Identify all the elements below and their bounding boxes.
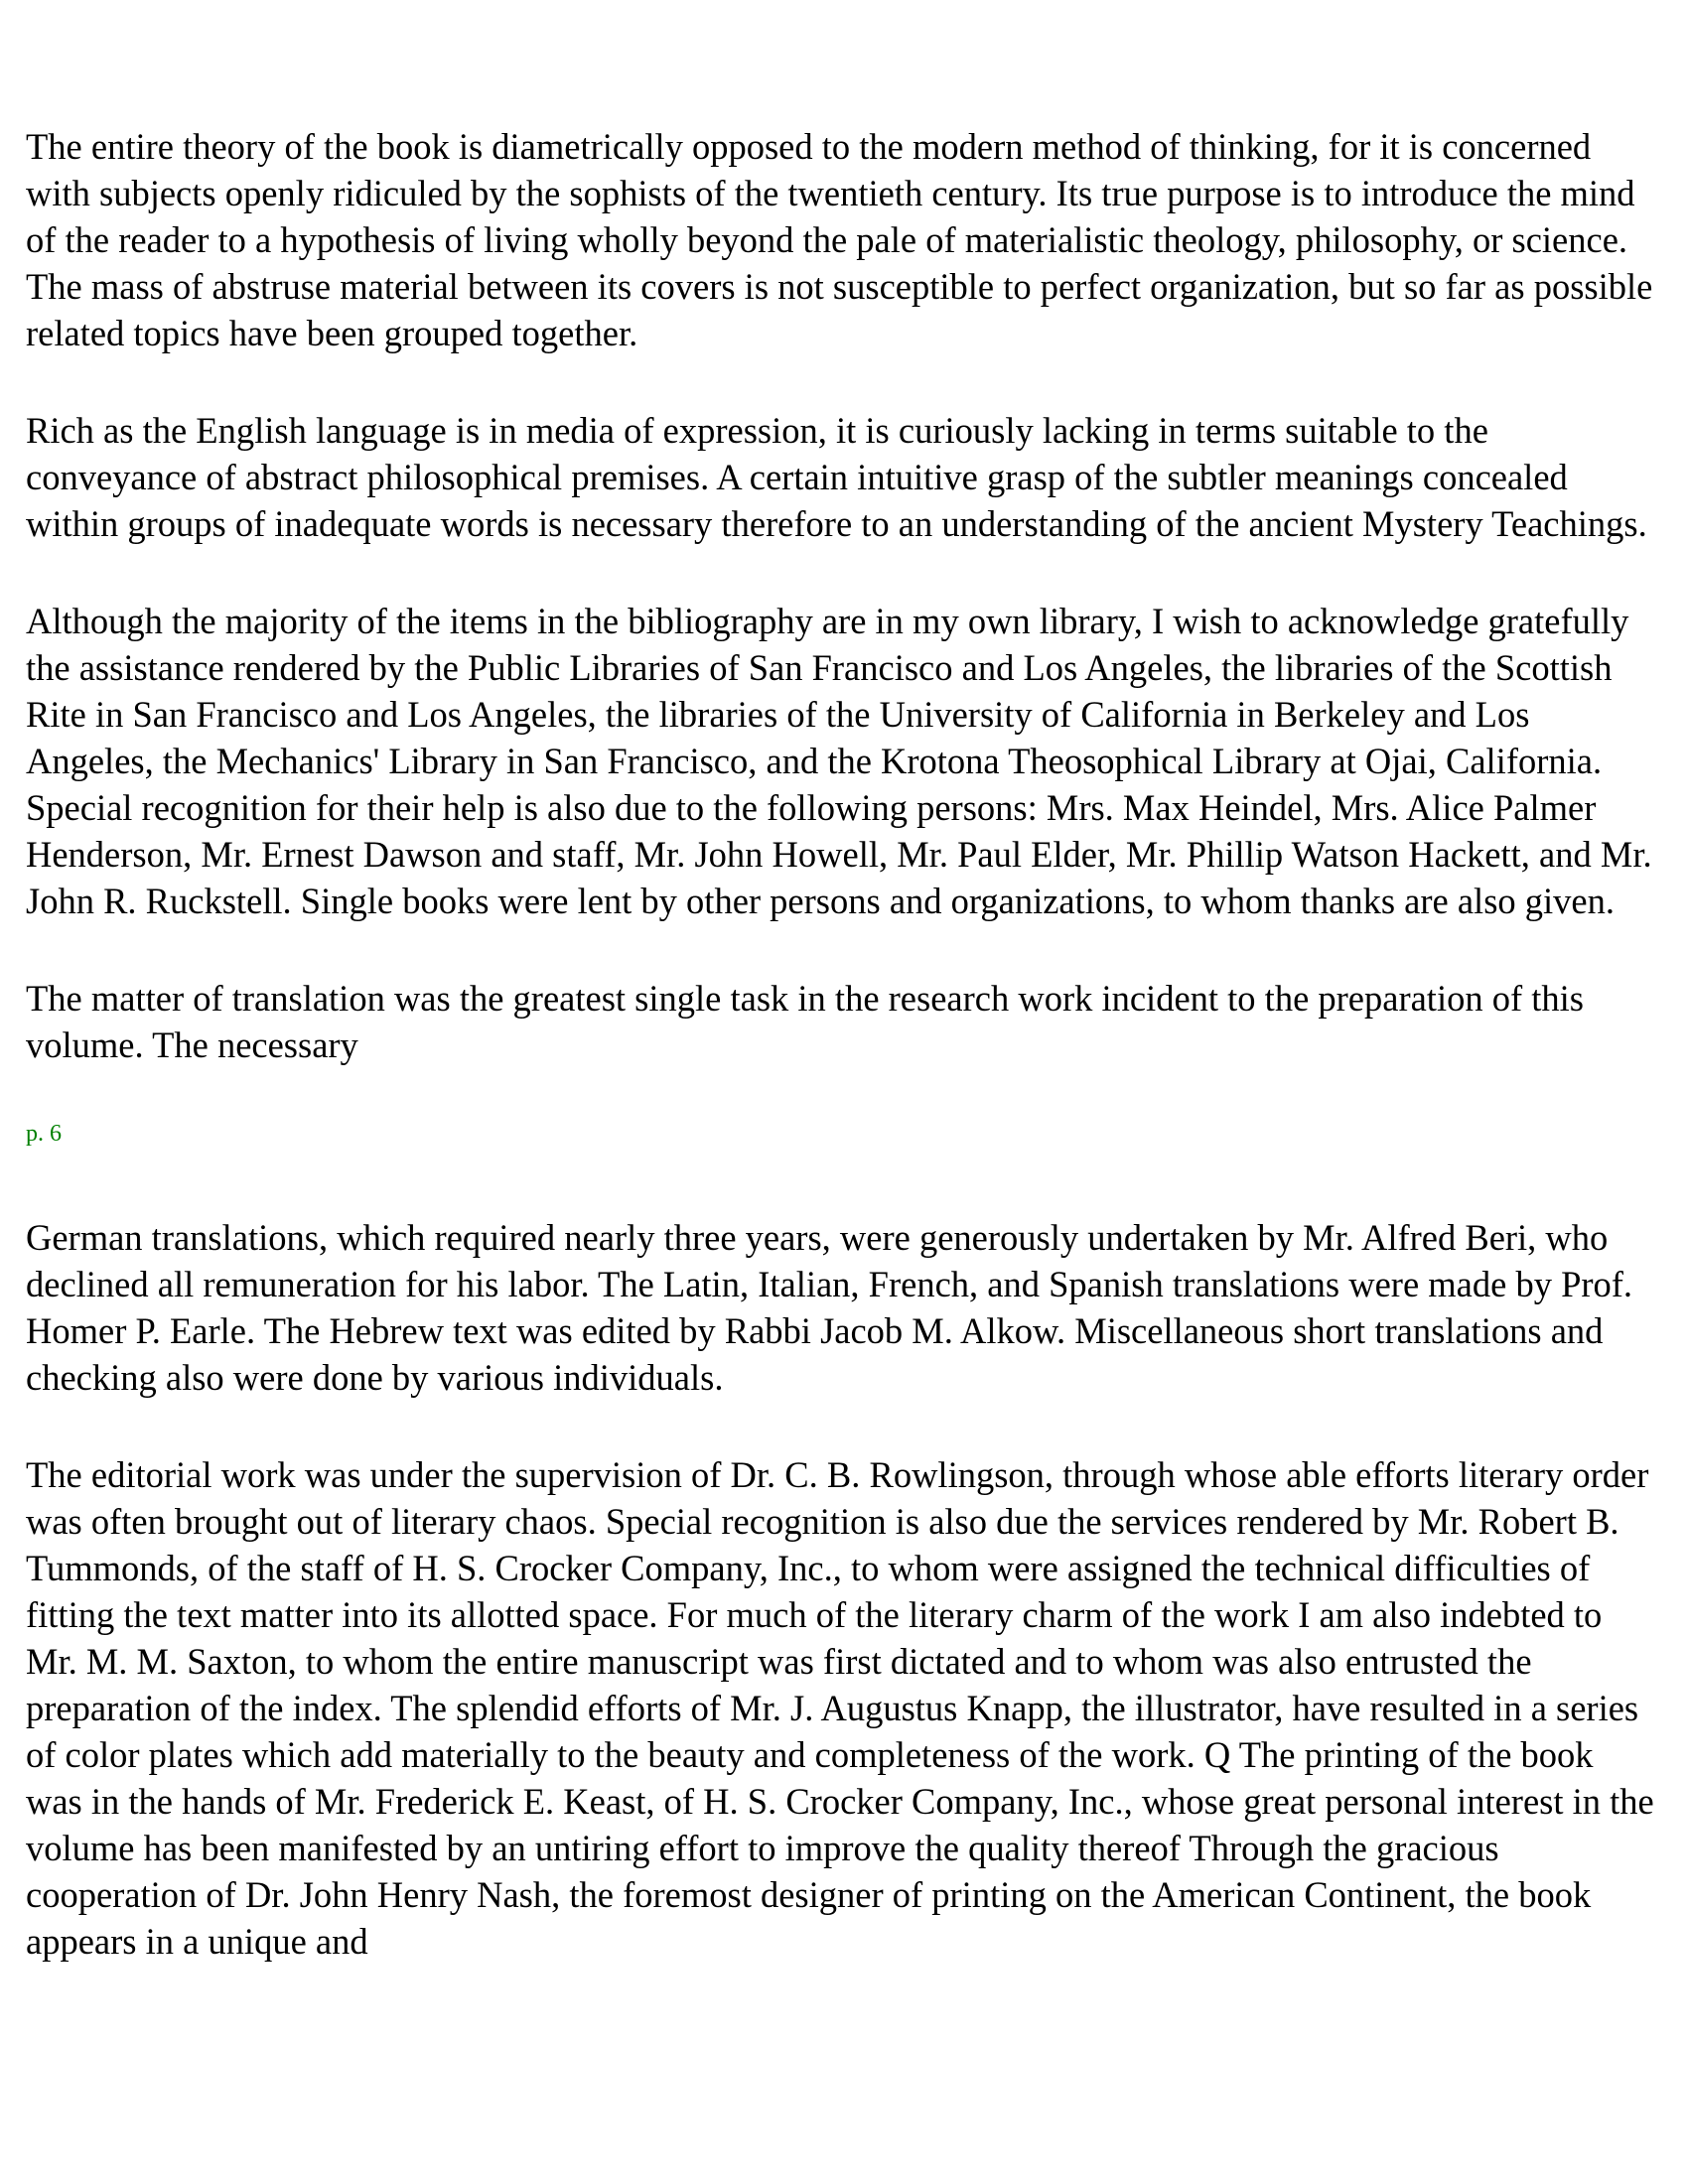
paragraph-acknowledgements: Although the majority of the items in the bibliography are in my own library, I wish to acknowledge gratefully the assistance rendered by the Public Libraries of San Francisco and Los Angeles, the libraries of the Scottish Rite in San Francisco and Los Angeles, the libraries of the University of California in Berkeley and Los Angeles, the Mechanics' Library in San Francisco, and the Krotona Theosophical Library at Ojai, California. Special recognition for their help is also due to the following persons: Mrs. Max Heindel, Mrs. Alice Palmer Henderson, Mr. Ernest Dawson and staff, Mr. John Howell, Mr. Paul Elder, Mr. Phillip Watson Hackett, and Mr. John R. Ruckstell. Single books were lent by other persons and organizations, to whom thanks are also given. — [26, 601, 1652, 921]
paragraph-editorial: The editorial work was under the supervision of Dr. C. B. Rowlingson, through whose able efforts literary order was often brought out of literary chaos. Special recognition is also due the services rendered by Mr. Robert B. Tummonds, of the staff of H. S. Crocker Company, Inc., to whom were assigned the technical difficulties of fitting the text matter into its allotted space. For much of the literary charm of the work I am also indebted to Mr. M. M. Saxton, to whom the entire manuscript was first dictated and to whom was also entrusted the preparation of the index. The splendid efforts of Mr. J. Augustus Knapp, the illustrator, have resulted in a series of color plates which add materially to the beauty and completeness of the work. Q The printing of the book was in the hands of Mr. Frederick E. Keast, of H. S. Crocker Company, Inc., whose great personal interest in the volume has been manifested by an untiring effort to improve the quality thereof Through the gracious cooperation of Dr. John Henry Nash, the foremost designer of printing on the American Continent, the book appears in a unique and — [26, 1454, 1654, 1962]
paragraph-theory: The entire theory of the book is diametrically opposed to the modern method of thinking, for it is concerned with subjects openly ridiculed by the sophists of the twentieth century. Its true purpose is to introduce the mind of the reader to a hypothesis of living wholly beyond the pale of materialistic theology, philosophy, or science. The mass of abstruse material between its covers is not susceptible to perfect organization, but so far as possible related topics have been grouped together. — [26, 126, 1653, 353]
paragraph-translators: German translations, which required nearly three years, were generously undertaken by Mr. Alfred Beri, who declined all remuneration for his labor. The Latin, Italian, French, and Spanish translations were made by Prof. Homer P. Earle. The Hebrew text was edited by Rabbi Jacob M. Alkow. Miscellaneous short translations and checking also were done by various individuals. — [26, 1217, 1633, 1398]
document-body — [26, 123, 1654, 2015]
page-number-marker: p. 6 — [26, 1121, 62, 1147]
paragraph-language: Rich as the English language is in media of expression, it is curiously lacking in terms suitable to the conveyance of abstract philosophical premises. A certain intuitive grasp of the subtler meanings concealed within groups of inadequate words is necessary therefore to an understanding of the ancient Mystery Teachings. — [26, 410, 1647, 544]
paragraph-translation: The matter of translation was the greatest single task in the research work incident to the preparation of this volume. The necessary — [26, 978, 1584, 1065]
